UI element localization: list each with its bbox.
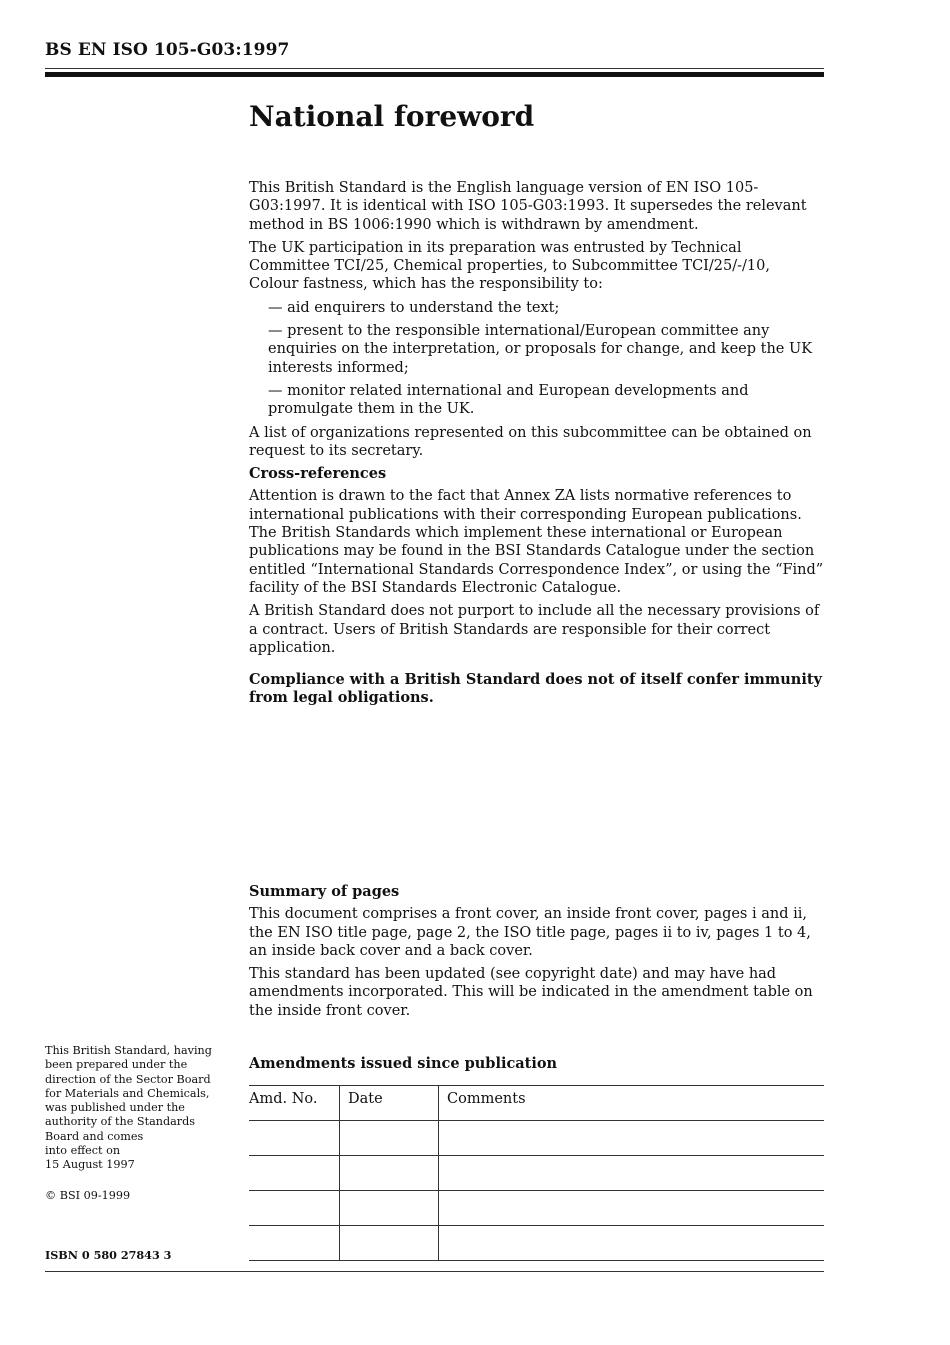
- foreword-paragraph: The UK participation in its preparation was entrusted by Technical Committee TCI/25, Chemical properties, to Subcommittee TCI/25/-/10, Colour fastness, which has the responsibility to:: [249, 239, 770, 293]
- table-cell: [340, 1191, 439, 1226]
- footer-rule: [45, 1271, 824, 1272]
- responsibility-item: — present to the responsible international/European committee any enquiries on the interpretation, or proposals for change, and keep the UK interests informed;: [268, 323, 813, 376]
- column-header-comments: Comments: [439, 1086, 825, 1121]
- amendments-header-row: [249, 1086, 824, 1121]
- publication-note: [45, 1044, 235, 1173]
- foreword-paragraph: This British Standard is the English language version of EN ISO 105-G03:1997. It is identical with ISO 105-G03:1993. It supersedes the relevant method in BS 1006:1990 which is withdrawn by amendment.: [249, 180, 807, 233]
- foreword-paragraph: A British Standard does not purport to include all the necessary provisions of a contract. Users of British Standards are responsible for their correct application.: [249, 603, 820, 656]
- table-row: [249, 1191, 824, 1226]
- standard-identifier: BS EN ISO 105-G03:1997: [45, 40, 290, 60]
- publication-note-line: authority of the Standards: [45, 1115, 196, 1129]
- table-cell: [249, 1121, 340, 1156]
- amendments-heading: Amendments issued since publication: [249, 1055, 558, 1072]
- table-cell: [439, 1226, 825, 1261]
- summary-heading: Summary of pages: [249, 883, 400, 900]
- compliance-notice: Compliance with a British Standard does not of itself confer immunity from legal obligations.: [249, 671, 822, 707]
- table-cell: [439, 1191, 825, 1226]
- foreword-paragraph: A list of organizations represented on this subcommittee can be obtained on request to its secretary.: [249, 424, 812, 459]
- table-cell: [439, 1156, 825, 1191]
- publication-note-line: was published under the: [45, 1101, 185, 1115]
- copyright-notice: © BSI 09-1999: [45, 1189, 131, 1202]
- publication-note-line: direction of the Sector Board: [45, 1072, 211, 1086]
- summary-paragraph: This standard has been updated (see copyright date) and may have had amendments incorporated. This will be indicated in the amendment table on the inside front cover.: [249, 966, 813, 1019]
- cross-references-heading: Cross-references: [249, 465, 387, 483]
- publication-note-line: 15 August 1997: [45, 1158, 135, 1172]
- table-cell: [340, 1121, 439, 1156]
- responsibility-item: — aid enquirers to understand the text;: [268, 299, 560, 316]
- amendments-table: [249, 1085, 824, 1261]
- publication-note-line: been prepared under the: [45, 1058, 188, 1072]
- foreword-body: [249, 179, 824, 713]
- table-cell: [340, 1156, 439, 1191]
- column-header-amd-no: Amd. No.: [249, 1086, 340, 1121]
- foreword-paragraph: Attention is drawn to the fact that Annex ZA lists normative references to international publications with their corresponding European publications. The British Standards which implement these international or European publications may be found in the BSI Standards Catalogue under the section entitled “International Standards Correspondence Index”, or using the “Find” facility of the BSI Standards Electronic Catalogue.: [249, 488, 824, 596]
- table-cell: [249, 1226, 340, 1261]
- table-cell: [249, 1156, 340, 1191]
- publication-note-line: into effect on: [45, 1144, 121, 1158]
- publication-note-line: for Materials and Chemicals,: [45, 1086, 210, 1100]
- summary-of-pages: [249, 883, 824, 1025]
- header-rule-thick: [45, 72, 824, 77]
- publication-note-line: This British Standard, having: [45, 1044, 212, 1057]
- table-row: [249, 1121, 824, 1156]
- table-cell: [249, 1191, 340, 1226]
- header-rule-thin: [45, 68, 824, 69]
- summary-paragraph: This document comprises a front cover, an inside front cover, pages i and ii, the EN ISO title page, page 2, the ISO title page, pages ii to iv, pages 1 to 4, an inside back cover and a back cover.: [249, 906, 811, 959]
- responsibility-item: — monitor related international and European developments and promulgate them in the UK.: [268, 382, 749, 418]
- table-row: [249, 1156, 824, 1191]
- table-row: [249, 1226, 824, 1261]
- publication-note-line: Board and comes: [45, 1129, 144, 1143]
- table-cell: [340, 1226, 439, 1261]
- column-header-date: Date: [340, 1086, 439, 1121]
- page-title: National foreword: [249, 100, 535, 133]
- table-cell: [439, 1121, 825, 1156]
- isbn: ISBN 0 580 27843 3: [45, 1248, 172, 1262]
